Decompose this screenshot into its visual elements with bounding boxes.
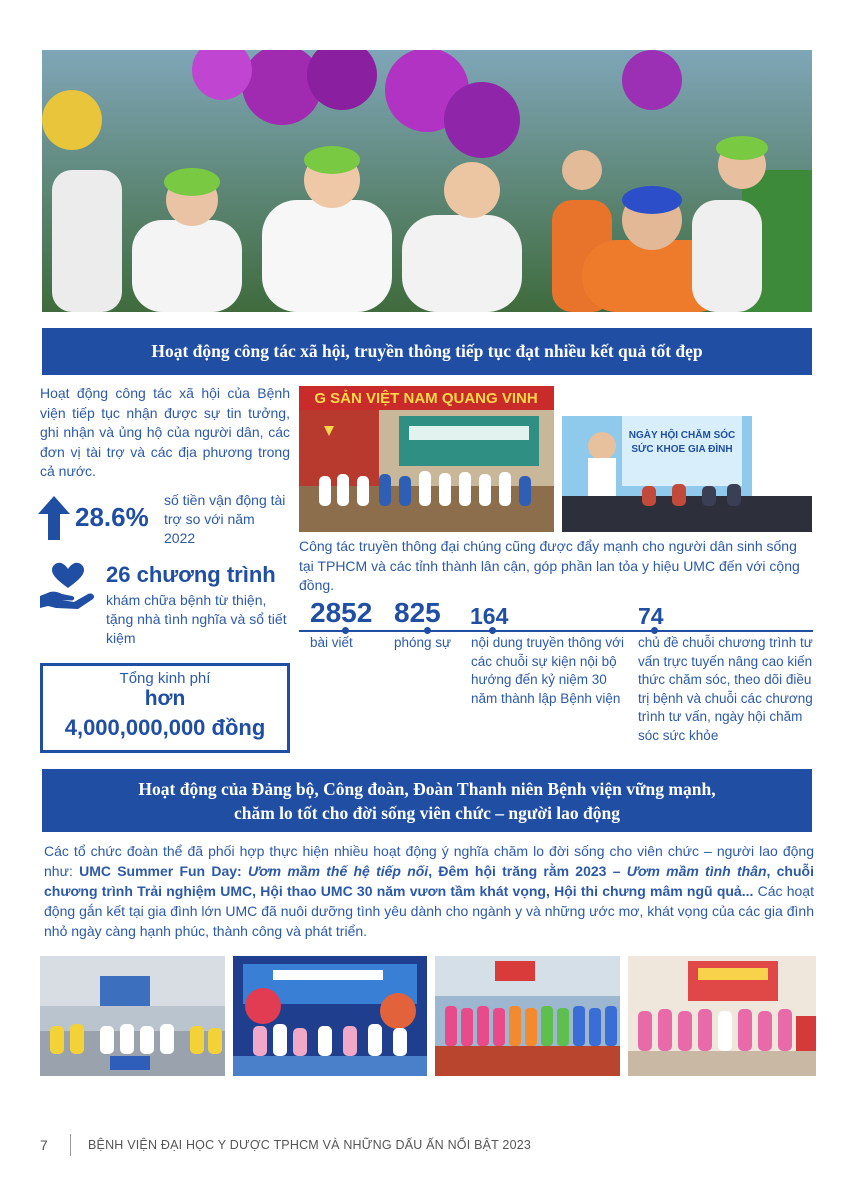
section1-title: Hoạt động công tác xã hội, truyền thông tiếp tục đạt nhiều kết quả tốt đẹp bbox=[151, 341, 703, 361]
section2-title-banner bbox=[42, 769, 812, 832]
para-start: Các tổ chức đoàn thể đã phối hợp thực hiện nhiều hoạt động ý nghĩa chăm lo đời sống cho viên chức – người lao động như: bbox=[44, 843, 814, 879]
timeline-num-reports: 825 bbox=[394, 597, 441, 628]
footer-text: BỆNH VIỆN ĐẠI HỌC Y DƯỢC TPHCM VÀ NHỮNG DẤU ẤN NỔI BẬT 2023 bbox=[88, 1138, 532, 1152]
section1-title-banner bbox=[42, 328, 812, 375]
para-italic-2: Ươm mầm tình thân bbox=[626, 863, 767, 879]
timeline-num-content: 164 bbox=[470, 603, 509, 629]
timeline-num-articles: 2852 bbox=[310, 597, 373, 628]
budget-box bbox=[40, 663, 290, 753]
section2-paragraph bbox=[44, 841, 814, 941]
timeline-line bbox=[299, 630, 813, 632]
section2-title-line2: chăm lo tốt cho đời sống viên chức – người lao động bbox=[233, 802, 621, 823]
section2-title-line1: Hoạt động của Đảng bộ, Công đoàn, Đoàn Thanh niên Bệnh viện vững mạnh, bbox=[138, 778, 716, 799]
para-bold-3: , chuỗi chương trình Trải nghiệm UMC, Hội thao UMC 30 năm vươn tầm khát vọng, Hội thi chưng mâm ngũ quả... bbox=[44, 863, 814, 899]
para-end: Các hoạt động gắn kết tại gia đình lớn UMC đã nuôi dưỡng tình yêu dành cho ngành y và những ước mơ, khát vọng của các gia đình nhỏ ngày càng hạnh phúc, thành công và phát triển. bbox=[44, 883, 814, 939]
stat-programs: 26 chương trình bbox=[106, 562, 276, 587]
page-number: 7 bbox=[40, 1137, 48, 1153]
svg-text:SỨC KHOE GIA ĐÌNH: SỨC KHOE GIA ĐÌNH bbox=[631, 444, 733, 455]
group-photo-2 bbox=[233, 956, 427, 1076]
timeline-num-topics: 74 bbox=[638, 603, 664, 629]
para-italic-1: Ươm mầm thế hệ tiếp nối bbox=[247, 863, 429, 879]
budget-label: Tổng kinh phí bbox=[119, 670, 211, 687]
stat-percent-text: số tiền vận động tài trợ so với năm 2022 bbox=[164, 492, 286, 546]
timeline-label-articles: bài viết bbox=[310, 635, 353, 650]
health-day-photo bbox=[562, 386, 812, 532]
heart-hand-icon bbox=[38, 562, 98, 610]
para-bold-2: , Đêm hội trăng rằm 2023 – bbox=[428, 863, 627, 879]
group-photo-3 bbox=[435, 956, 620, 1076]
budget-prefix: hơn bbox=[144, 687, 186, 710]
stat-programs-text: khám chữa bệnh từ thiện, tặng nhà tình nghĩa và sổ tiết kiệm bbox=[106, 592, 287, 646]
group-photo-1 bbox=[40, 956, 225, 1076]
footer-divider bbox=[70, 1134, 71, 1156]
arrow-up-icon bbox=[38, 496, 70, 540]
timeline-label-reports: phóng sự bbox=[394, 635, 452, 650]
timeline-label-topics: chủ đề chuỗi chương trình tư vấn trực tuyến nâng cao kiến thức chăm sóc, theo dõi điều trị bệnh và chuỗi các chương trình tư vấn, ngày hội chăm sóc sức khỏe bbox=[638, 635, 813, 743]
charity-event-photo bbox=[299, 386, 554, 532]
communication-text: Công tác truyền thông đại chúng cũng được đẩy mạnh cho người dân sinh sống tại TPHCM và các tỉnh thành lân cận, góp phần lan tỏa y hiệu UMC đến với cộng đồng. bbox=[299, 538, 800, 593]
photo1-banner-text: G SẢN VIỆT NAM QUANG VINH bbox=[314, 390, 538, 407]
svg-text:NGÀY HỘI CHĂM SÓC: NGÀY HỘI CHĂM SÓC bbox=[628, 430, 736, 441]
para-bold: UMC Summer Fun Day: bbox=[79, 863, 248, 879]
group-photo-4 bbox=[628, 956, 816, 1076]
section1-intro: Hoạt động công tác xã hội của Bệnh viện tiếp tục nhận được sự tin tưởng, ghi nhận và ủng hộ của người dân, các đơn vị tài trợ và các địa phương trong cả nước. bbox=[40, 385, 290, 479]
budget-amount: 4,000,000,000 đồng bbox=[64, 715, 266, 740]
hero-photo bbox=[42, 50, 812, 312]
stat-percent: 28.6% bbox=[75, 502, 149, 532]
timeline-label-content: nội dung truyền thông với các chuỗi sự kiện nội bộ hướng đến kỷ niệm 30 năm thành lập Bệnh viện bbox=[471, 635, 624, 706]
